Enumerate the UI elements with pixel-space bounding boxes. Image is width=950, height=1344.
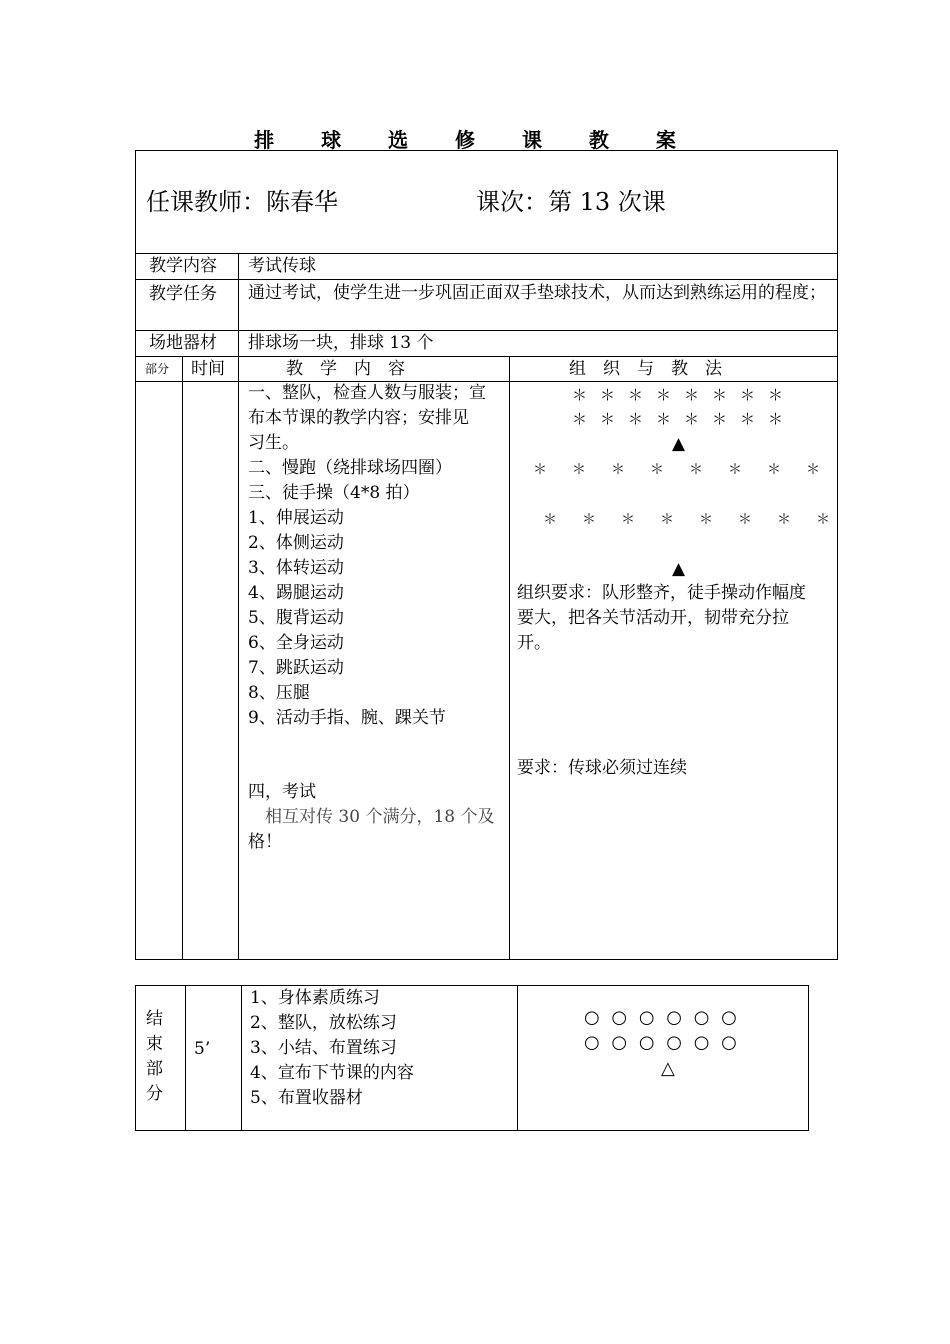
- ending-item: 2、整队，放松练习: [250, 1013, 397, 1033]
- venue-label: 场地器材: [149, 333, 217, 353]
- content-line: 二、慢跑（绕排球场四圈）: [248, 458, 452, 478]
- divider: [135, 279, 838, 280]
- content-line: 7、跳跃运动: [248, 658, 344, 678]
- content-value: 考试传球: [248, 256, 316, 276]
- divider: [509, 356, 510, 960]
- ending-item: 1、身体素质练习: [250, 988, 380, 1008]
- divider: [135, 381, 838, 382]
- requirement: 要求：传球必须过连续: [517, 758, 687, 778]
- teacher-triangle-icon: ▲: [672, 434, 686, 454]
- org-requirement: 开。: [517, 633, 551, 653]
- page-title: 排 球 选 修 课 教 案: [254, 128, 696, 152]
- content-line: 三、徒手操（4*8 拍）: [248, 483, 420, 503]
- ending-part-char: 束: [146, 1034, 163, 1054]
- exam-line: 格！: [248, 832, 282, 852]
- formation-stars-row: ＊ ＊ ＊ ＊ ＊ ＊ ＊ ＊: [572, 410, 783, 428]
- divider: [238, 381, 239, 960]
- teacher-triangle-outline-icon: △: [661, 1058, 675, 1079]
- main-table: [135, 150, 838, 960]
- content-line: 2、体侧运动: [248, 533, 344, 553]
- divider: [185, 985, 186, 1131]
- content-line: 1、伸展运动: [248, 508, 344, 528]
- lesson-number: 课次：第 13 次课: [476, 188, 666, 216]
- ending-item: 3、小结、布置练习: [250, 1038, 397, 1058]
- ending-item: 4、宣布下节课的内容: [250, 1063, 414, 1083]
- task-label: 教学任务: [149, 284, 217, 304]
- formation-stars-row: ＊ ＊ ＊ ＊ ＊ ＊ ＊ ＊: [533, 462, 819, 478]
- divider: [241, 985, 242, 1131]
- formation-stars-row: ＊ ＊ ＊ ＊ ＊ ＊ ＊ ＊: [543, 512, 829, 528]
- column-time: 时间: [191, 359, 225, 379]
- content-line: 3、体转运动: [248, 558, 344, 578]
- ending-part-char: 部: [146, 1059, 163, 1079]
- formation-circles-row: ○ ○ ○ ○ ○ ○: [584, 1007, 740, 1028]
- content-line: 一、整队，检查人数与服装；宣: [248, 383, 486, 403]
- ending-part-char: 结: [146, 1009, 163, 1029]
- divider: [238, 253, 239, 381]
- ending-item: 5、布置收器材: [250, 1088, 363, 1108]
- column-content: 教 学 内 容: [286, 359, 405, 379]
- exam-title: 四，考试: [248, 782, 316, 802]
- venue-value: 排球场一块，排球 13 个: [248, 333, 434, 353]
- divider: [517, 985, 518, 1131]
- content-line: 4、踢腿运动: [248, 583, 344, 603]
- divider: [135, 356, 838, 357]
- teacher-triangle-icon: ▲: [672, 559, 686, 579]
- column-part: 部分: [145, 362, 170, 376]
- content-line: 9、活动手指、腕、踝关节: [248, 708, 446, 728]
- exam-line: 相互对传 30 个满分，18 个及: [248, 807, 495, 827]
- formation-stars-row: ＊ ＊ ＊ ＊ ＊ ＊ ＊ ＊: [572, 386, 783, 404]
- task-value: 通过考试，使学生进一步巩固正面双手垫球技术，从而达到熟练运用的程度；: [248, 283, 826, 303]
- content-line: 6、全身运动: [248, 633, 344, 653]
- content-line: 习生。: [248, 433, 299, 453]
- content-line: 布本节课的教学内容；安排见: [248, 408, 469, 428]
- content-label: 教学内容: [149, 256, 217, 276]
- content-line: 5、腹背运动: [248, 608, 344, 628]
- content-line: 8、压腿: [248, 683, 310, 703]
- org-requirement: 组织要求：队形整齐，徒手操动作幅度: [517, 583, 806, 603]
- divider: [182, 356, 183, 960]
- teacher-name: 任课教师：陈春华: [146, 188, 338, 216]
- divider: [135, 253, 838, 254]
- org-requirement: 要大，把各关节活动开，韧带充分拉: [517, 608, 789, 628]
- ending-time: 5’: [194, 1039, 211, 1059]
- ending-part-char: 分: [146, 1084, 163, 1104]
- divider: [135, 330, 838, 331]
- column-method: 组 织 与 教 法: [569, 359, 722, 379]
- formation-circles-row: ○ ○ ○ ○ ○ ○: [584, 1032, 740, 1053]
